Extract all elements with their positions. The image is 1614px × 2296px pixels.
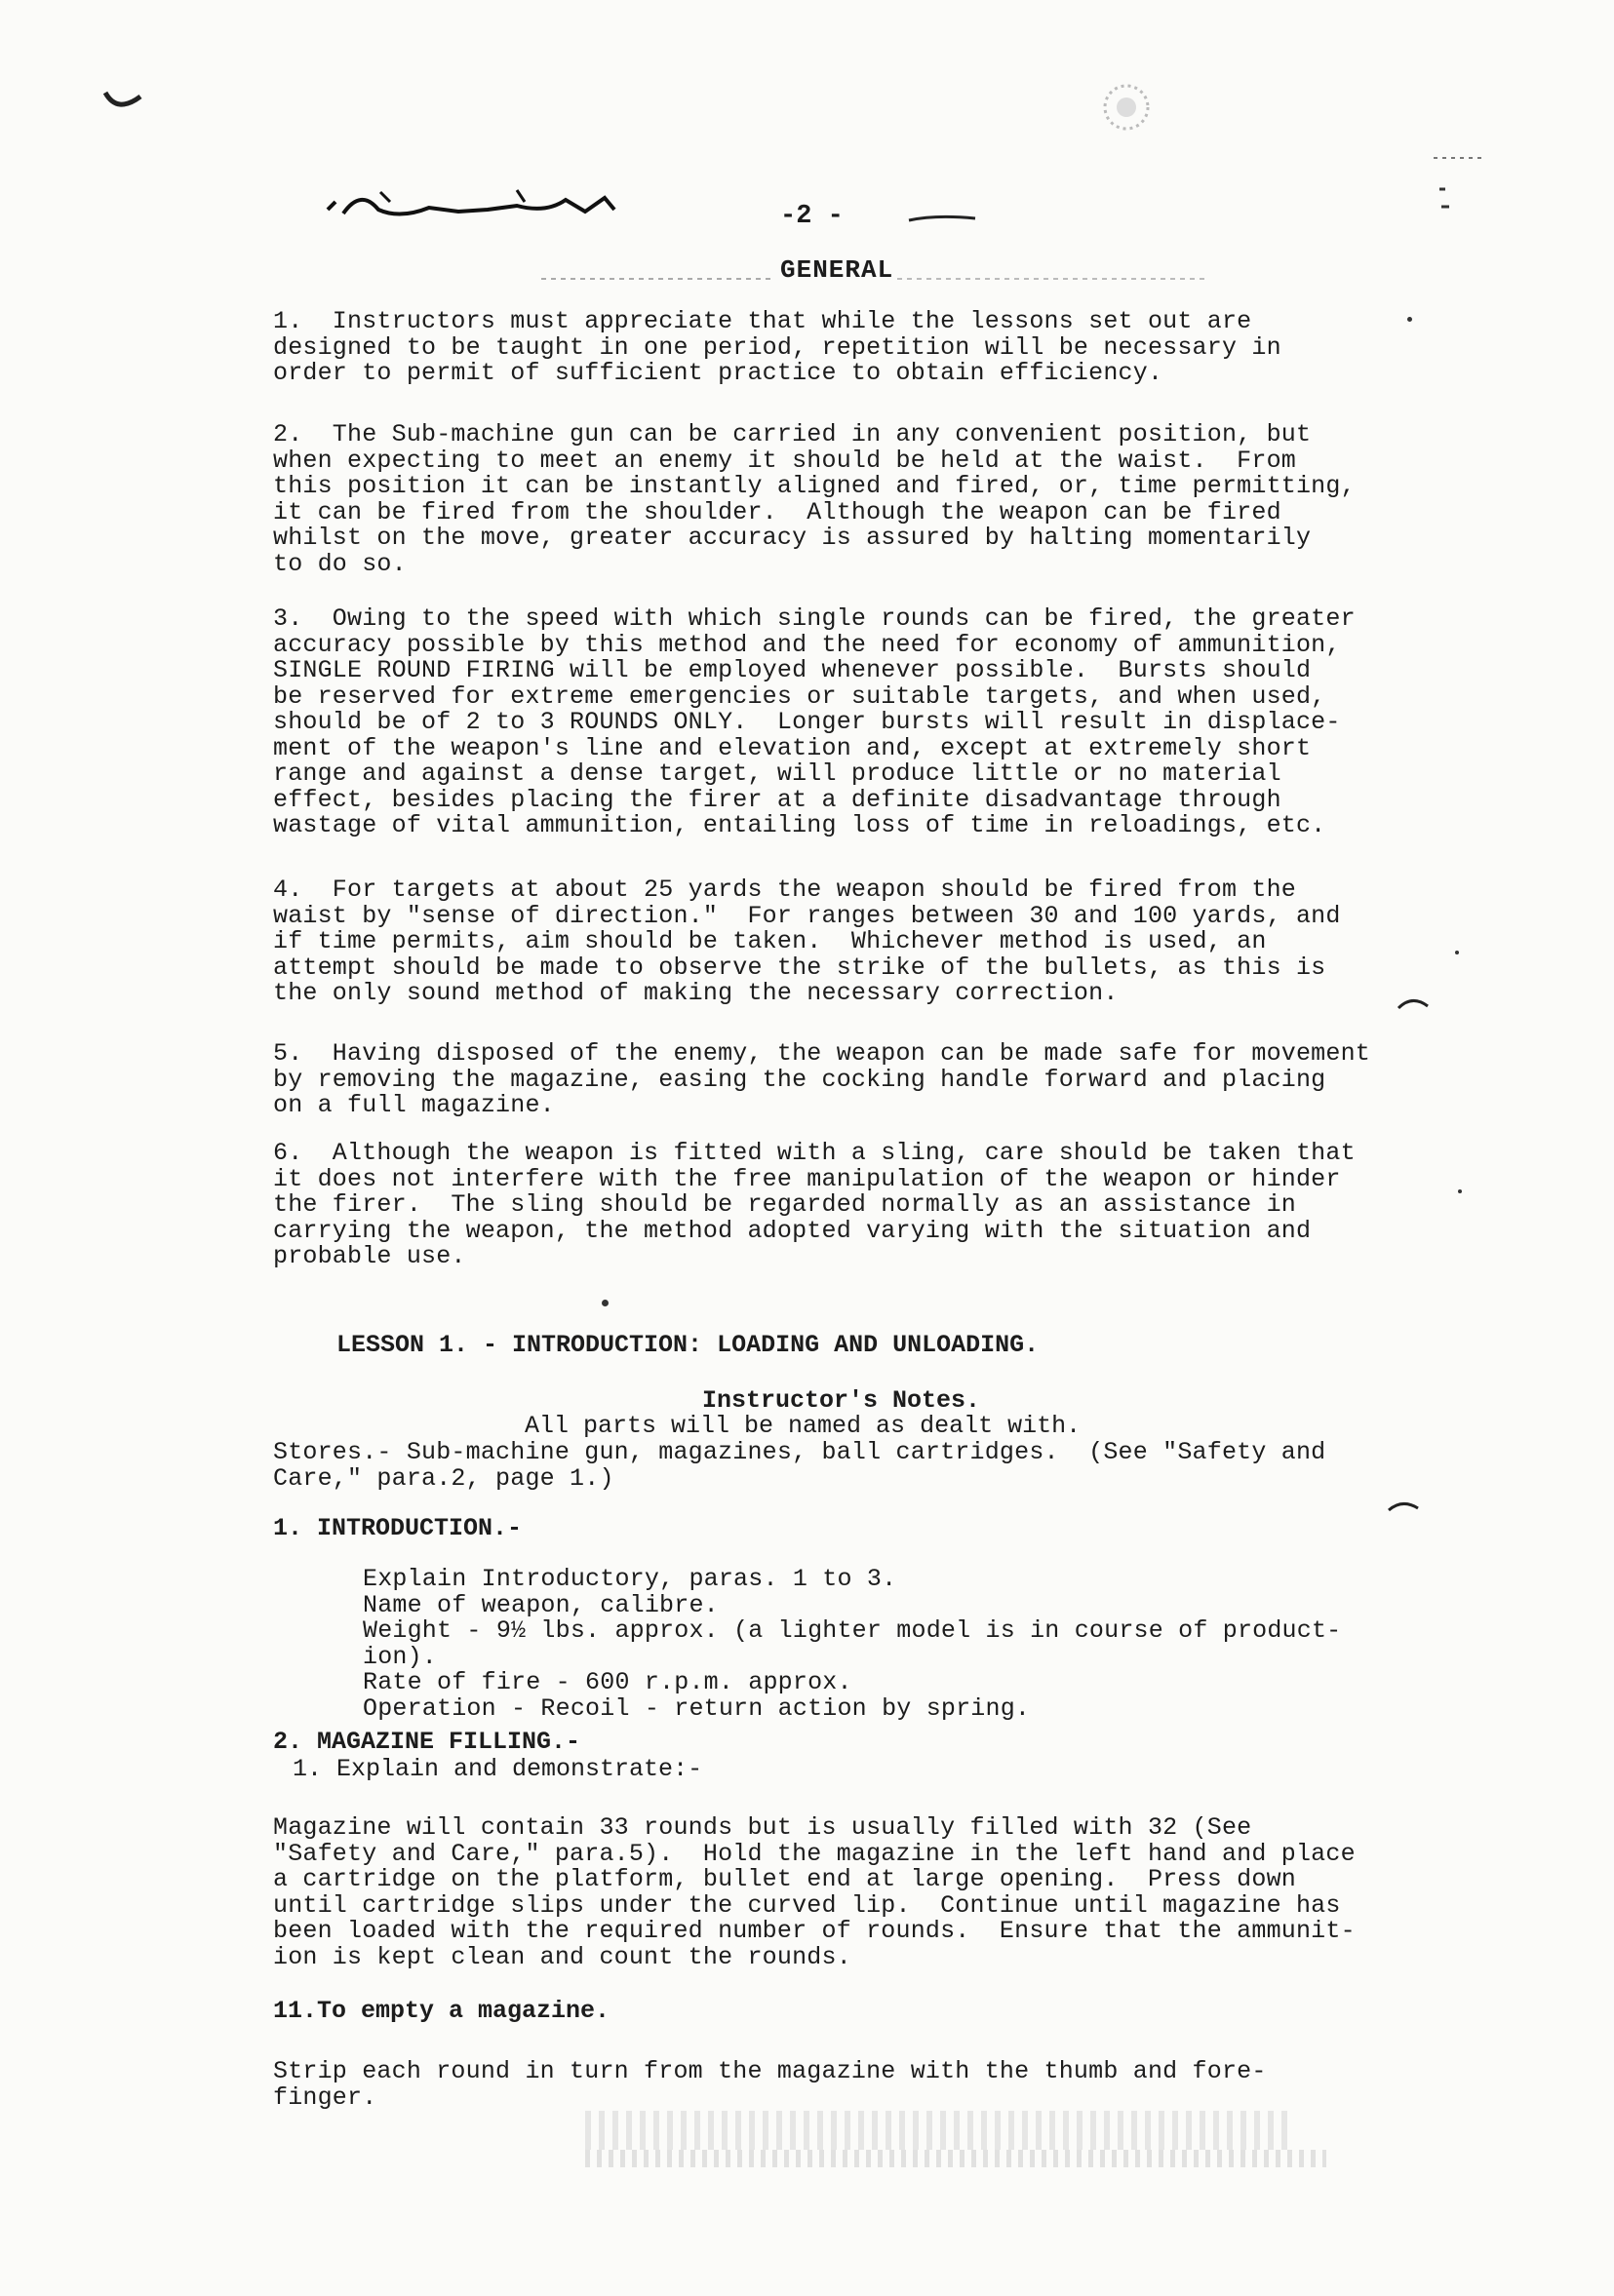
explain-demonstrate-line: 1. Explain and demonstrate:- — [293, 1755, 703, 1783]
magazine-filling-text: Magazine will contain 33 rounds but is usually filled with 32 (See "Safety and Care," para.5). Hold the magazine in the left hand and place a cartridge on the platform, bullet end at large opening. Press down until cartridge slips under the curved lip. Continue until magazine has been loaded with the required number of rounds. Ensure that the ammunit- ion is kept clean and count the rounds. — [273, 1813, 1356, 1971]
bleed-through-text — [585, 2150, 1326, 2167]
margin-arc — [1395, 994, 1434, 1014]
instructors-notes-heading: Instructor's Notes. — [702, 1386, 981, 1415]
paragraph-3: 3. Owing to the speed with which single rounds can be fired, the greater accuracy possible by this method and the need for economy of ammunition, SINGLE ROUND FIRING will be employed whenever possible. Bursts should be reserved for extreme emergencies or suitable targets, and when used, should be of 2 to 3 ROUNDS ONLY. Longer bursts will result in displace- ment of the weapon's line and elevation and, except at extremely short range and against a dense target, will produce little or no material effect, besides placing the firer at a definite disadvantage through wastage of vital ammunition, entailing loss of time in reloadings, etc. — [273, 604, 1356, 839]
title-smudge-right — [897, 278, 1209, 280]
paragraph-5: 5. Having disposed of the enemy, the weapon can be made safe for movement by removing the magazine, easing the cocking handle forward and placing on a full magazine. — [273, 1039, 1370, 1119]
lesson-title: LESSON 1. - INTRODUCTION: LOADING AND UNLOADING. — [336, 1331, 1040, 1359]
page-number-dash — [907, 213, 985, 226]
ink-dot — [1407, 317, 1412, 322]
stores-line: Stores.- Sub-machine gun, magazines, ball cartridges. (See "Safety and Care," para.2, page 1.) — [273, 1438, 1326, 1493]
empty-magazine-heading: 11.To empty a magazine. — [273, 1997, 610, 2025]
margin-marks-right — [1424, 146, 1502, 234]
title-smudge-left — [541, 278, 775, 280]
ink-dot — [1455, 951, 1459, 954]
margin-arc — [1385, 1497, 1424, 1516]
empty-magazine-text: Strip each round in turn from the magazine with the thumb and fore- finger. — [273, 2057, 1267, 2112]
paragraph-1: 1. Instructors must appreciate that while the lessons set out are designed to be taught in one period, repetition will be necessary in order to permit of sufficient practice to obtain efficiency. — [273, 307, 1281, 387]
introduction-heading: 1. INTRODUCTION.- — [273, 1514, 523, 1542]
paragraph-6: 6. Although the weapon is fitted with a sling, care should be taken that it does not interfere with the free manipulation of the weapon or hinder the firer. The sling should be regarded normally as an assistance in carrying the weapon, the method adopted varying with the situation and probable use. — [273, 1139, 1356, 1270]
corner-mark — [98, 83, 156, 122]
page-number: -2 - — [780, 202, 844, 231]
bleed-through-text — [585, 2111, 1287, 2150]
magazine-filling-heading: 2. MAGAZINE FILLING.- — [273, 1728, 581, 1756]
ink-dot — [602, 1300, 609, 1306]
section-title: GENERAL — [780, 255, 894, 285]
ink-dot — [1458, 1189, 1462, 1193]
handwritten-scrawl — [322, 180, 644, 229]
paragraph-2: 2. The Sub-machine gun can be carried in any convenient position, but when expecting to meet an enemy it should be held at the waist. From this position it can be instantly aligned and fired, or, time permitting, it can be fired from the shoulder. Although the weapon can be fired whilst on the move, greater accuracy is assured by halting momentarily to do so. — [273, 420, 1356, 578]
parts-note: All parts will be named as dealt with. — [525, 1412, 1082, 1440]
introduction-items: Explain Introductory, paras. 1 to 3. Name of weapon, calibre. Weight - 9½ lbs. approx. (a lighter model is in course of product- ion). Rate of fire - 600 r.p.m. approx. Operation - Recoil - return action by spring. — [363, 1565, 1342, 1723]
faint-stamp-mark — [1083, 68, 1170, 156]
paragraph-4: 4. For targets at about 25 yards the weapon should be fired from the waist by "sense of direction." For ranges between 30 and 100 yards, and if time permits, aim should be taken. Whichever method is used, an attempt should be made to observe the strike of the bullets, as this is the only sound method of making the necessary correction. — [273, 876, 1341, 1007]
